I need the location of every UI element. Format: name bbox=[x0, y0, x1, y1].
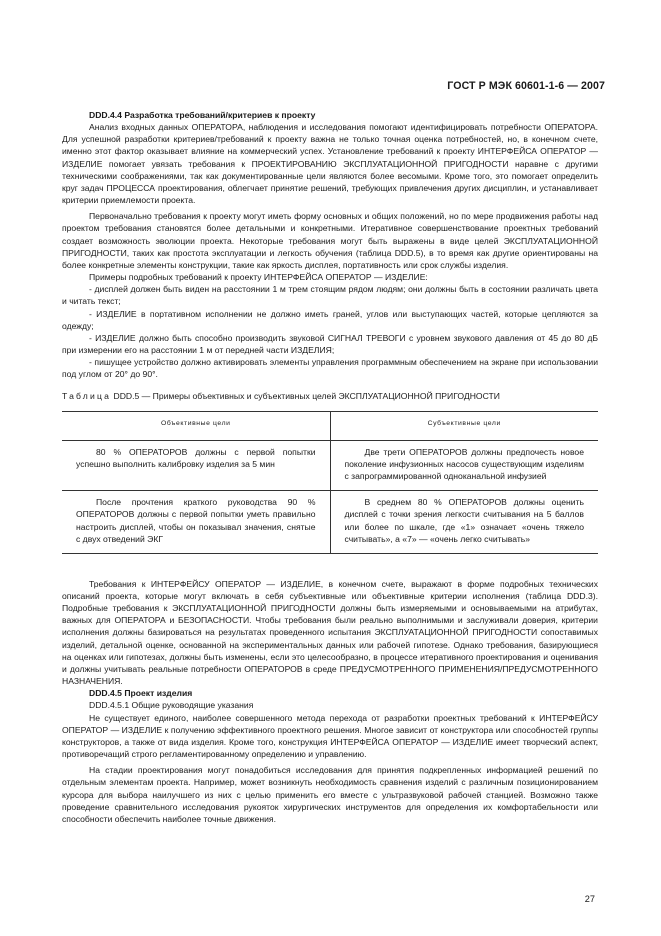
table-caption-prefix: Таблица bbox=[62, 391, 112, 402]
cell-text: Две трети ОПЕРАТОРОВ должны предпочесть новое поколение инфузионных насосов существующим изделиям с запрограммированной одноканальной инфузией bbox=[344, 446, 584, 482]
document-standard-header: ГОСТ Р МЭК 60601-1-6 — 2007 bbox=[447, 80, 605, 92]
cell-text: После прочтения краткого руководства 90 % ОПЕРАТОРОВ должны с первой попытки уметь правильно настроить дисплей, чтобы он показывал значения, снятые с двух отведений ЭКГ bbox=[76, 497, 316, 544]
table-caption bbox=[62, 390, 598, 402]
column-header-objective: Объективные цели bbox=[62, 411, 330, 440]
section-heading-ddd-4-4: DDD.4.4 Разработка требований/критериев к проекту bbox=[89, 110, 316, 120]
section-heading-ddd-4-5: DDD.4.5 Проект изделия bbox=[89, 688, 193, 699]
list-item: - дисплей должен быть виден на расстоянии 1 м трем стоящим рядом людям; они должны быть в состоянии различать цвета и читать текст; bbox=[62, 284, 598, 307]
paragraph: Не существует единого, наиболее совершенного метода перехода от разработки проектных требований к ИНТЕРФЕЙСУ ОПЕРАТОР — ИЗДЕЛИЕ к получению эффективного проектного решения. Многое зависит от конструктора или способностей группы конструкторов, а также от вида изделия. Кроме того, конструкция ИНТЕРФЕЙСА ОПЕРАТОР — ИЗДЕЛИЕ имеет творческий аспект, противоречащий строго регламентированному определению и управлению. bbox=[62, 712, 598, 760]
list-item: - ИЗДЕЛИЕ в портативном исполнении не должно иметь граней, углов или выступающих частей, которые цепляются за одежду; bbox=[62, 308, 598, 331]
list-item: - ИЗДЕЛИЕ должно быть способно производить звуковой СИГНАЛ ТРЕВОГИ с уровнем звукового давления от 45 до 80 дБ при измерении его на расстоянии 1 м от передней части ИЗДЕЛИЯ; bbox=[62, 332, 598, 355]
column-header-subjective: Субъективные цели bbox=[330, 411, 598, 440]
paragraph: Требования к ИНТЕРФЕЙСУ ОПЕРАТОР — ИЗДЕЛИЕ, в конечном счете, выражают в форме подробных технических описаний проекта, которые могут включать в себя субъективные или объективные критерии исполнения (таблица DDD.3). Подробные требования к ЭКСПЛУАТАЦИОННОЙ ПРИГОДНОСТИ должны быть измеряемыми и основываемыми на атрибутах, важных для ОПЕРАТОРА и БЕЗОПАСНОСТИ. Чтобы требования были реально выполнимыми и заслуживали доверия, критерии исполнения должны базироваться на результатах проведенного испытания ЭКСПЛУАТАЦИОННОЙ ПРИГОДНОСТИ сопоставимых изделий, детальной оценке, основанной на экспериментальных данных или рабочей гипотезе. Однако требования, базирующиеся на оценках или гипотезах, должны быть изменены, если это целесообразно, в процессе итеративного проектирования и оценивания и должны учитывать реальные потребности ОПЕРАТОРОВ в среде ПРЕДУСМОТРЕННОГО ПРИМЕНЕНИЯ/ПРЕДУСМОТРЕННОГО НАЗНАЧЕНИЯ. bbox=[62, 578, 598, 687]
cell-text: В среднем 80 % ОПЕРАТОРОВ должны оценить дисплей с точки зрения легкости считывания на 5 баллов или более по шкале, где «1» означает «очень тяжело считывать», а «7» — «очень легко считывать» bbox=[344, 497, 584, 544]
table-cell bbox=[62, 440, 330, 490]
paragraph: Анализ входных данных ОПЕРАТОРА, наблюдения и исследования помогают идентифицировать потребности ОПЕРАТОРА. Для успешной разработки критериев/требований к проекту важна не только точная оценка потребностей, но, в конечном счете, именно этот фактор оказывает влияние на коммерческий успех. Установление требований к проекту ИНТЕРФЕЙСА ОПЕРАТОР — ИЗДЕЛИЕ помогает увязать требования к ПРОЕКТИРОВАНИЮ ЭКСПЛУАТАЦИОННОЙ ПРИГОДНОСТИ наравне с другими техническими соображениями, так как документированные цели являются более весомыми. Кроме того, это помогает определить круг задач ПРОЦЕССА проектирования, облегчает принятие решений, требующих привлечения других дисциплин, и устанавливает критерии приемлемости проекта. bbox=[62, 122, 598, 206]
table-cell bbox=[62, 491, 330, 554]
page-number: 27 bbox=[584, 894, 595, 904]
table-cell bbox=[330, 440, 598, 490]
list-item: - пишущее устройство должно активировать элементы управления программным обеспечением на экране при использовании под углом от 20° до 90°. bbox=[62, 357, 598, 380]
paragraph: На стадии проектирования могут понадобиться исследования для принятия подкрепленных информацией решений по отдельным элементам проекта. Например, может возникнуть необходимость сравнения изделий с различным позиционированием курсора для выбора наилучшего из них с целью применить его вместе с ультразвуковой рабочей станцией. Возможно также проведение сравнительного исследования рукояток хирургических инструментов для определения их комфортабельности или способности обеспечить наиболее точные движения. bbox=[62, 765, 598, 824]
table-caption-text: DDD.5 — Примеры объективных и субъективных целей ЭКСПЛУАТАЦИОННОЙ ПРИГОДНОСТИ bbox=[113, 391, 500, 402]
paragraph: Примеры подробных требований к проекту ИНТЕРФЕЙСА ОПЕРАТОР — ИЗДЕЛИЕ: bbox=[89, 272, 428, 283]
table-header-row bbox=[62, 411, 598, 440]
table-cell bbox=[330, 491, 598, 554]
paragraph: Первоначально требования к проекту могут иметь форму основных и общих положений, но по мере продвижения работы над проектом требования становятся более детальными и конкретными. Итеративное совершенствование проектных требований создает возможность эволюции проекта. Некоторые требования могут быть выражены в виде целей ЭКСПЛУАТАЦИОННОЙ ПРИГОДНОСТИ, таких как простота эксплуатации и легкость обучения (таблица DDD.5), в то время как другие ориентированы на более конкретные элементы конструкции, такие как яркость дисплея, портативность или срок службы изделия. bbox=[62, 211, 598, 270]
table-row bbox=[62, 491, 598, 554]
usability-goals-table bbox=[62, 411, 598, 554]
subsection-heading: DDD.4.5.1 Общие руководящие указания bbox=[89, 700, 254, 711]
table-row bbox=[62, 440, 598, 490]
cell-text: 80 % ОПЕРАТОРОВ должны с первой попытки успешно выполнить калибровку изделия за 5 мин bbox=[76, 446, 316, 469]
page-content bbox=[62, 109, 598, 825]
